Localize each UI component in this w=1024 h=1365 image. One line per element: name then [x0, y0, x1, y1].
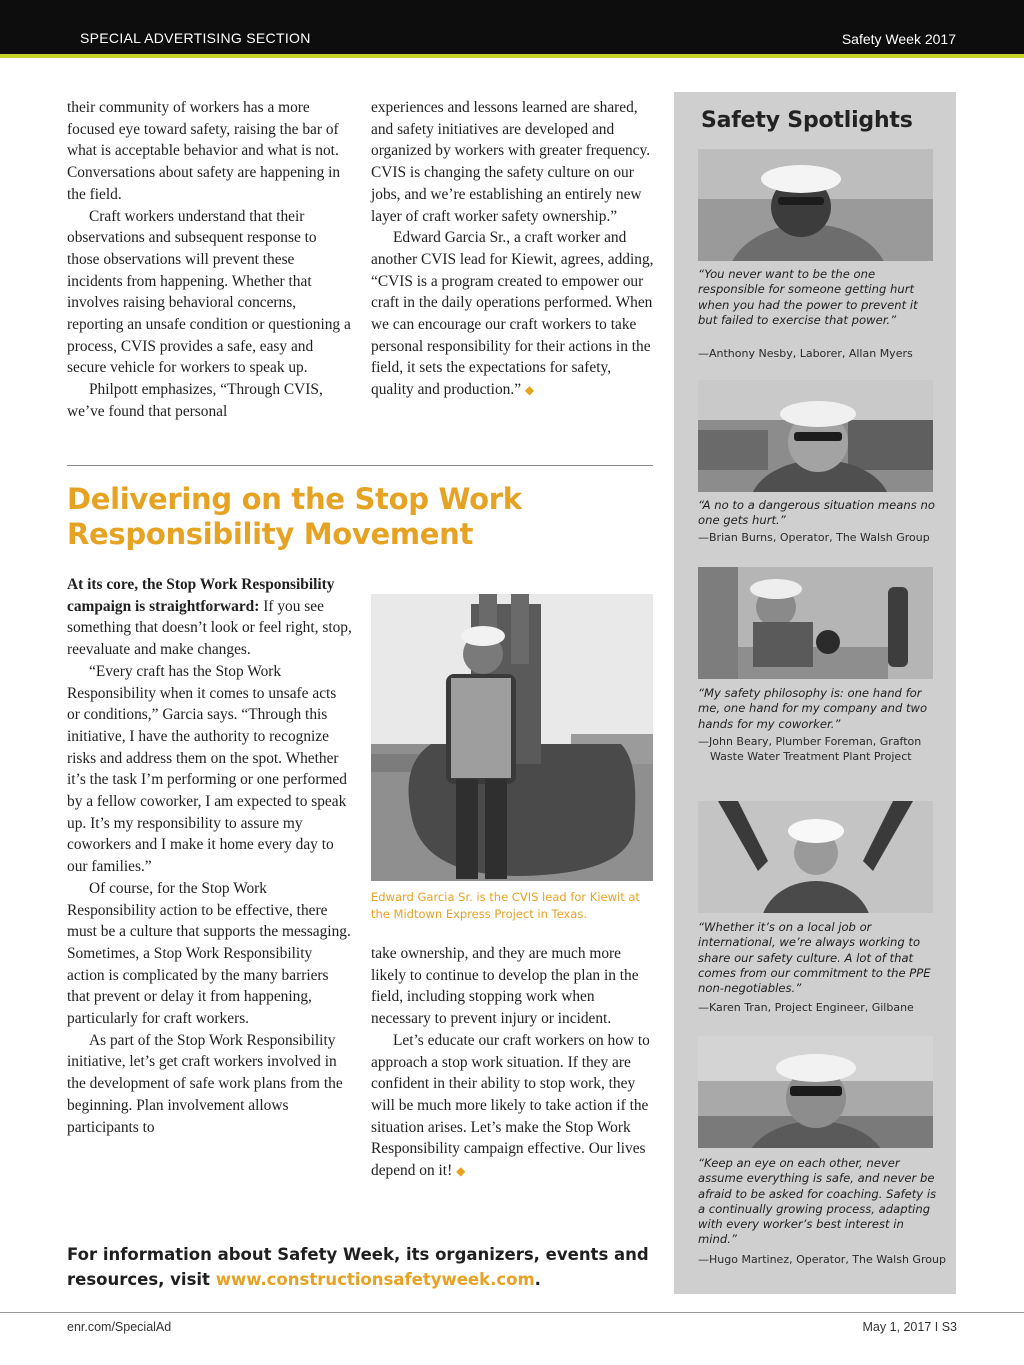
- paragraph-text: Edward Garcia Sr., a craft worker and another CVIS lead for Kiewit, agrees, adding, “CVIS is a program created to empower our craft in the daily operations performed. When we can encourage our craft workers to take personal responsibility for their actions in the field, it sets the expectations for safety, quality and production.”: [371, 229, 654, 399]
- website-link[interactable]: www.constructionsafetyweek.com: [215, 1270, 535, 1289]
- page-header: [0, 0, 1024, 54]
- paragraph: experiences and lessons learned are shared, and safety initiatives are developed and organized by workers with greater frequency. CVIS is changing the safety culture on our jobs, and we’re establishing an entirely new layer of craft worker safety ownership.”: [371, 99, 651, 225]
- footer-cta: [67, 1242, 667, 1292]
- header-accent-band: [0, 54, 1024, 58]
- page-folio: May 1, 2017 I S3: [862, 1320, 957, 1334]
- lead-bold: At its core, the Stop Work Responsibility campaign is straightforward:: [67, 576, 335, 615]
- spotlight-quote: “A no to a dangerous situation means no one gets hurt.”: [698, 498, 935, 528]
- end-mark-icon: ◆: [456, 1164, 466, 1179]
- section-divider: [67, 465, 653, 466]
- spotlight-photo-tran: [698, 801, 933, 913]
- garcia-photo: [371, 594, 653, 881]
- paragraph: [371, 227, 656, 402]
- paragraph: their community of workers has a more focused eye toward safety, raising the bar of what is acceptable behavior and what is not. Conversations about safety are happening in the field.: [67, 99, 341, 203]
- paragraph: Of course, for the Stop Work Responsibility action to be effective, there must be a culture that supports the messaging. Sometimes, a Stop Work Responsibility action is complicated by the many barriers that prevent or delay it from happening, particularly for craft workers.: [67, 879, 351, 1028]
- spotlight-quote: “Keep an eye on each other, never assume everything is safe, and never be afraid to be asked for coaching. Safety is a continually growing process, adapting with every worker’s best interest in mind.”: [698, 1156, 937, 1247]
- spotlight-photo-martinez: [698, 1036, 933, 1148]
- spotlight-quote: “Whether it’s on a local job or international, we’re always working to share our safety culture. A lot of that comes from our commitment to the PPE non-negotiables.”: [698, 920, 931, 996]
- article-column-1: [67, 574, 352, 1138]
- end-mark-icon: ◆: [524, 383, 535, 398]
- lead-paragraph: [67, 574, 352, 661]
- paragraph: Craft workers understand that their observations and subsequent response to those observations will prevent these incidents from happening. Whether that involves raising behavioral concerns, reporting an unsafe condition or questioning a process, CVIS provides a safe, easy and secure vehicle for workers to speak up.: [67, 207, 351, 377]
- spotlight-attribution: —Anthony Nesby, Laborer, Allan Myers: [698, 347, 913, 360]
- footer-divider: [0, 1312, 1024, 1313]
- paragraph: Philpott emphasizes, “Through CVIS, we’ve found that personal: [67, 381, 323, 420]
- article-column-2: [371, 943, 656, 1183]
- spotlight-photo-beary: [698, 567, 933, 679]
- article-headline: Delivering on the Stop Work Responsibility Movement: [67, 482, 522, 551]
- top-article-column-1: [67, 97, 352, 423]
- top-article-column-2: [371, 97, 656, 402]
- spotlight-attribution: —Brian Burns, Operator, The Walsh Group: [698, 531, 930, 544]
- footer-url: enr.com/SpecialAd: [67, 1320, 172, 1334]
- paragraph: “Every craft has the Stop Work Responsibility when it comes to unsafe acts or conditions,” Garcia says. “Through this initiative, I have the authority to recognize risks and address them on the spot. Whether it’s the task I’m performing or one performed by a fellow coworker, I am expected to speak up. It’s my responsibility to assure my coworkers and I make it home every day to our families.”: [67, 662, 347, 876]
- spotlight-attribution: —John Beary, Plumber Foreman, Grafton Waste Water Treatment Plant Project: [698, 735, 922, 763]
- paragraph: [371, 1030, 656, 1183]
- spotlight-quote: “You never want to be the one responsible for someone getting hurt when you had the power to prevent it but failed to exercise that power.”: [698, 267, 918, 327]
- paragraph: take ownership, and they are much more likely to continue to develop the plan in the field, including stopping work when necessary to prevent injury or incident.: [371, 945, 639, 1028]
- spotlight-photo-burns: [698, 380, 933, 492]
- spotlight-quote: “My safety philosophy is: one hand for me, one hand for my company and two hands for my coworker.”: [698, 686, 928, 731]
- spotlight-photo-nesby: [698, 149, 933, 261]
- cta-text: For information about Safety Week, its organizers, events and resources, visit: [67, 1245, 649, 1289]
- photo-caption: Edward Garcia Sr. is the CVIS lead for Kiewit at the Midtown Express Project in Texas.: [371, 890, 640, 921]
- issue-label: Safety Week 2017: [841, 31, 956, 47]
- paragraph: As part of the Stop Work Responsibility initiative, let’s get craft workers involved in the development of safe work plans from the beginning. Plan involvement allows participants to: [67, 1031, 343, 1136]
- lead-rest: If you see something that doesn’t look or feel right, stop, reevaluate and make changes.: [67, 597, 352, 659]
- paragraph-text: Let’s educate our craft workers on how to approach a stop work situation. If they are confident in their ability to stop work, they will be much more likely to take action if the situation arises. Let’s make the Stop Work Responsibility campaign effective. Our lives depend on it!: [371, 1031, 650, 1180]
- sidebar-title: Safety Spotlights: [701, 108, 913, 133]
- section-label: SPECIAL ADVERTISING SECTION: [80, 30, 311, 46]
- cta-end: .: [534, 1270, 541, 1289]
- spotlight-attribution: —Karen Tran, Project Engineer, Gilbane: [698, 1001, 914, 1014]
- spotlight-attribution: —Hugo Martinez, Operator, The Walsh Group: [698, 1253, 946, 1266]
